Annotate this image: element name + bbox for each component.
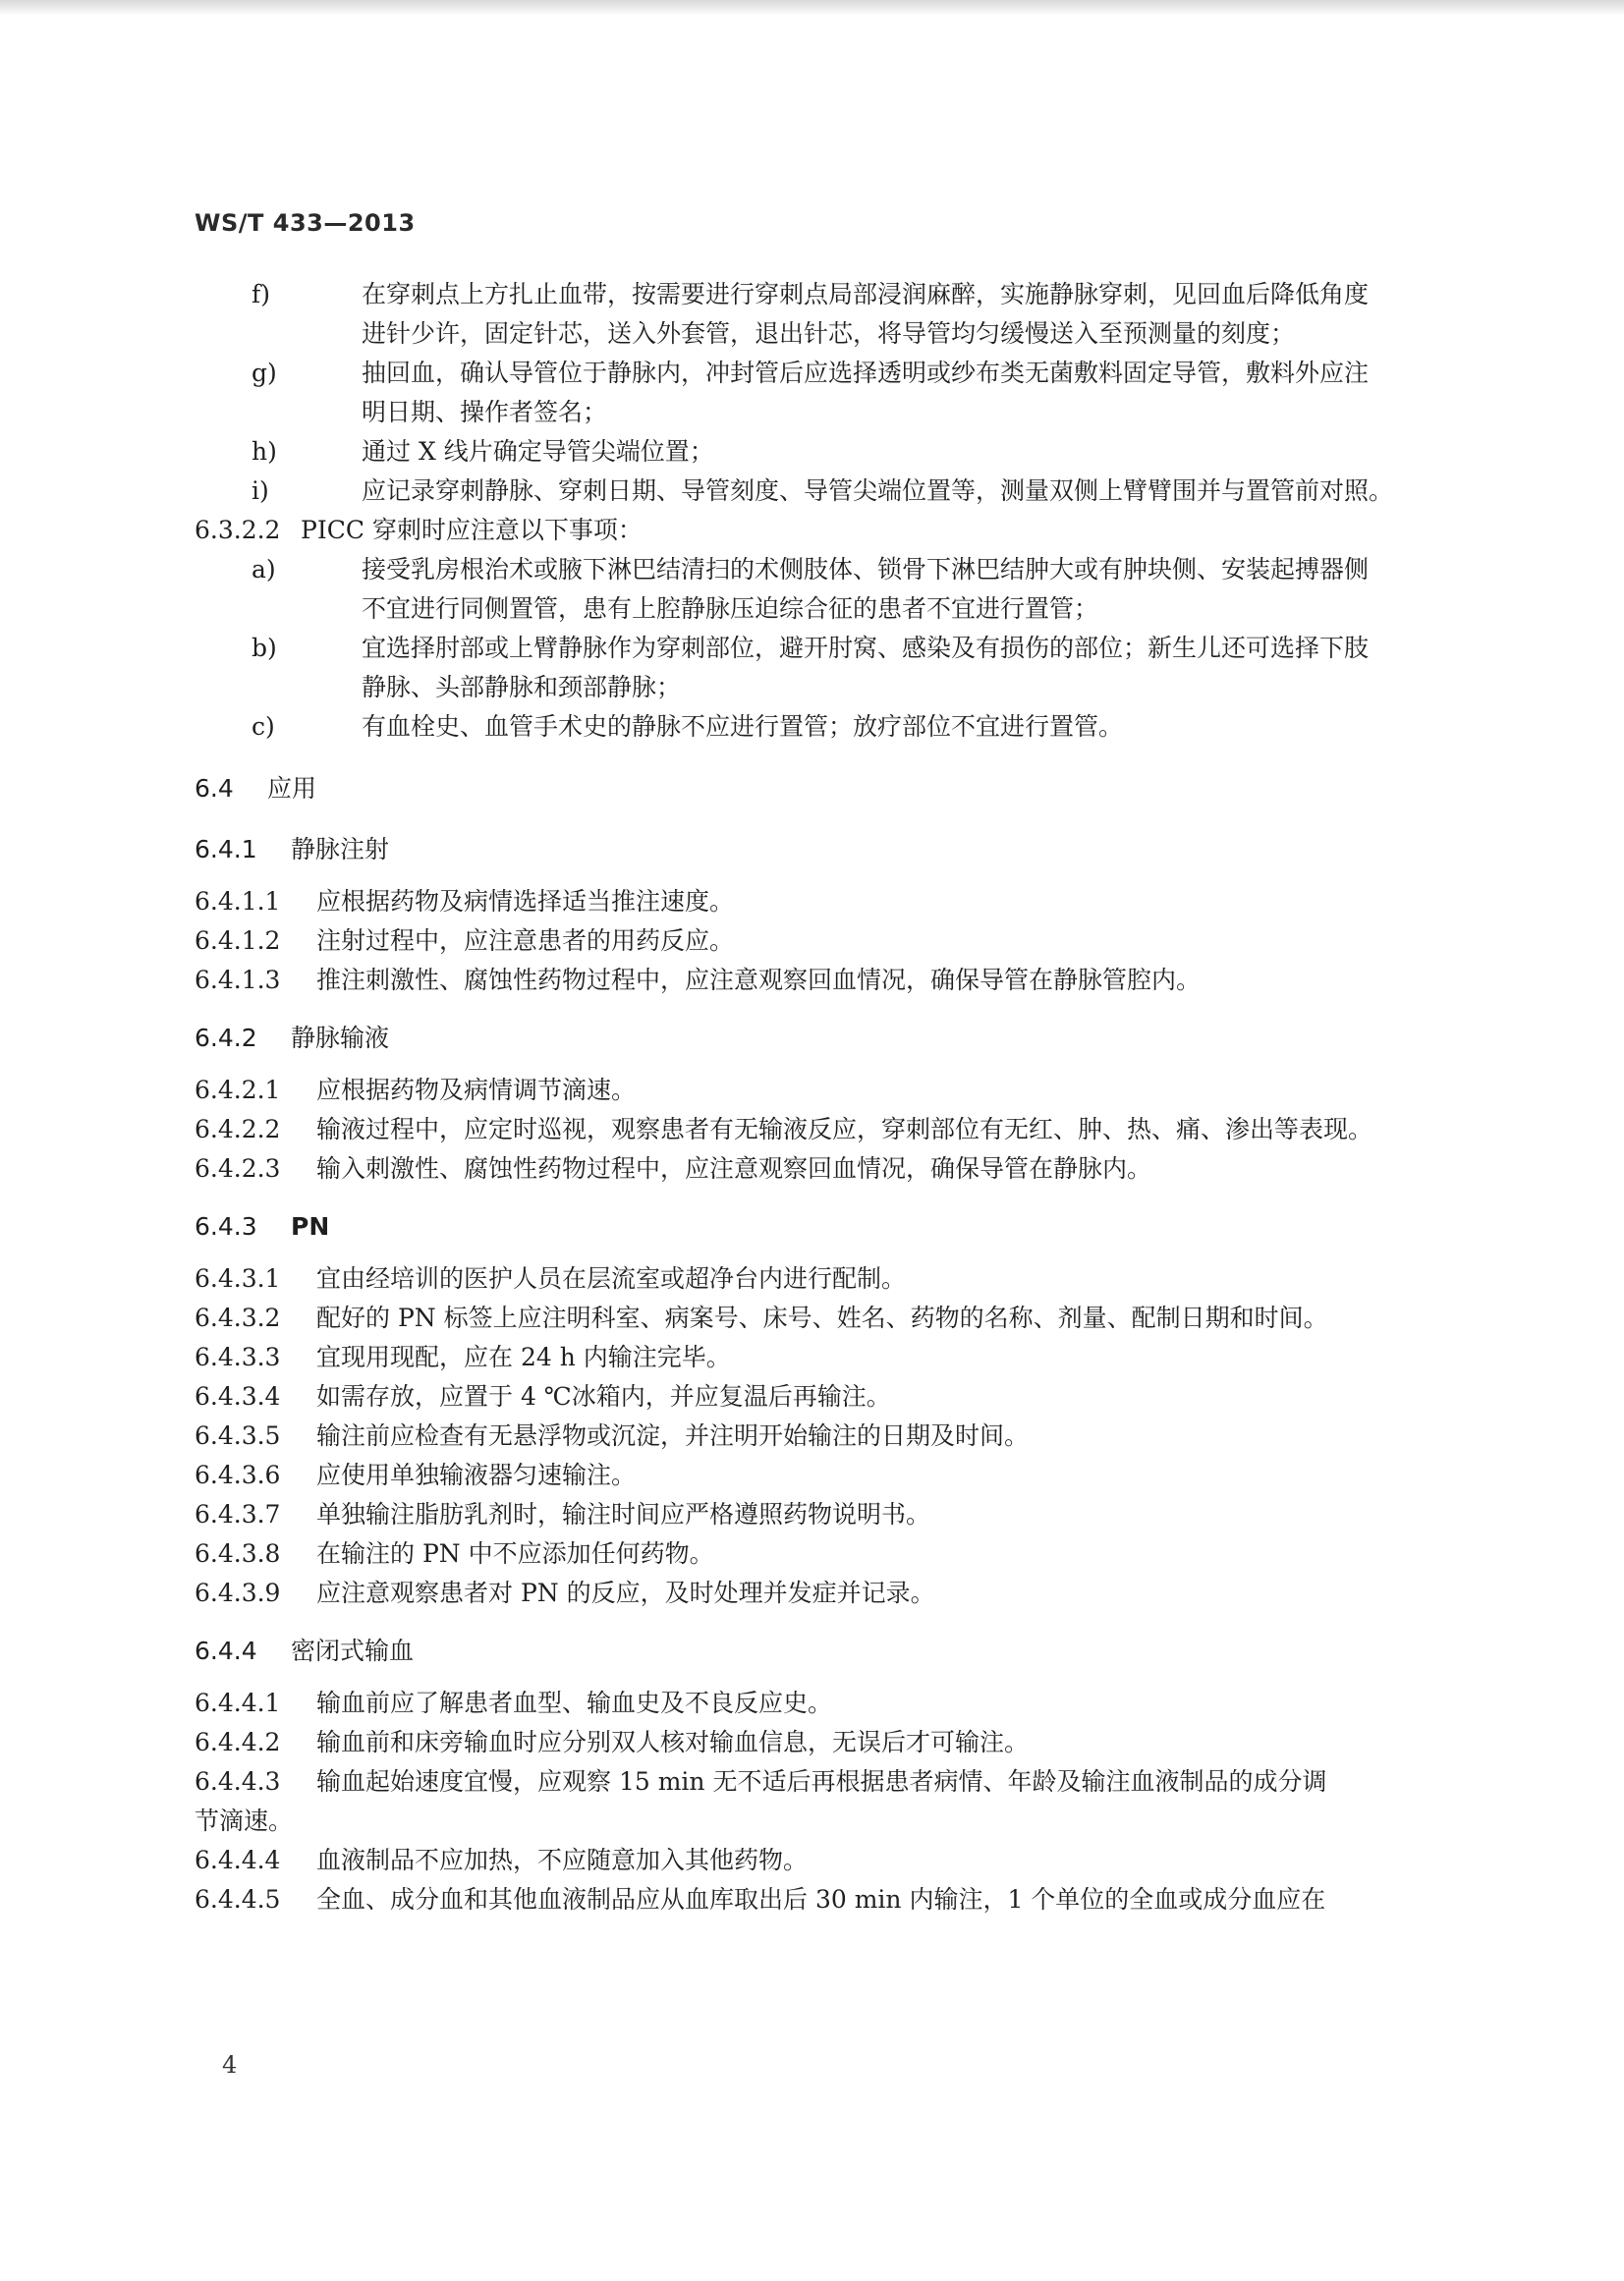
standard-code-header: WS/T 433—2013	[195, 209, 416, 237]
clause-text: 输血起始速度宜慢，应观察 15 min 无不适后再根据患者病情、年龄及输注血液制品的成分调	[316, 1767, 1327, 1796]
list-item-line: 不宜进行同侧置管，患有上腔静脉压迫综合征的患者不宜进行置管；	[362, 594, 1099, 623]
clause-text: 输入刺激性、腐蚀性药物过程中，应注意观察回血情况，确保导管在静脉内。	[316, 1154, 1152, 1183]
clause-number: 6.4.4.3	[195, 1767, 281, 1796]
clause-number: 6.4.3.4	[195, 1382, 281, 1411]
clause-row	[195, 882, 1418, 921]
clause-text: 应根据药物及病情调节滴速。	[316, 1076, 637, 1104]
clause-text: 推注刺激性、腐蚀性药物过程中，应注意观察回血情况，确保导管在静脉管腔内。	[316, 966, 1202, 994]
clause-text: 宜由经培训的医护人员在层流室或超净台内进行配制。	[316, 1264, 907, 1293]
document-body	[195, 275, 1418, 1919]
clause-number: 6.4.2.2	[195, 1115, 281, 1143]
clause-row	[195, 1574, 1418, 1613]
clause-number: 6.3.2.2	[195, 516, 281, 544]
section-heading-6-4	[195, 766, 1418, 811]
clause-number: 6.4.4.1	[195, 1689, 281, 1717]
clause-text: 宜现用现配，应在 24 h 内输注完毕。	[316, 1343, 731, 1371]
clause-6-3-2-2	[195, 511, 1418, 550]
section-title: 应用	[267, 774, 317, 803]
list-item-line: 静脉、头部静脉和颈部静脉；	[362, 673, 682, 701]
clause-text: 注射过程中，应注意患者的用药反应。	[316, 926, 735, 955]
list-marker: a)	[252, 555, 276, 584]
clause-text: 应根据药物及病情选择适当推注速度。	[316, 887, 735, 916]
clause-number: 6.4.4.2	[195, 1728, 281, 1756]
clause-number: 6.4.1.3	[195, 966, 281, 994]
list-item-line: 通过 X 线片确定导管尖端位置；	[362, 437, 714, 466]
list-marker: c)	[252, 712, 275, 741]
clause-row	[195, 1071, 1418, 1110]
list-marker: f)	[252, 280, 271, 308]
list-marker: i)	[252, 476, 269, 505]
section-title: 静脉注射	[291, 835, 390, 863]
clause-text: 节滴速。	[195, 1807, 294, 1835]
clause-text: 应使用单独输液器匀速输注。	[316, 1461, 637, 1489]
scan-edge	[0, 0, 1624, 16]
list-item	[252, 629, 1418, 707]
clause-number: 6.4.3.8	[195, 1539, 281, 1568]
list-item	[252, 275, 1418, 354]
clause-row	[195, 1534, 1418, 1574]
clause-row	[195, 1338, 1418, 1377]
list-marker: g)	[252, 359, 277, 387]
clause-row	[195, 1377, 1418, 1417]
page-number: 4	[222, 2051, 238, 2079]
section-heading-6-4-4	[195, 1629, 1418, 1674]
clause-row	[195, 1684, 1418, 1723]
clause-number: 6.4.3.5	[195, 1421, 281, 1450]
clause-row	[195, 1299, 1418, 1338]
clauses-6-4-4	[195, 1684, 1418, 1919]
clause-row	[195, 1841, 1418, 1880]
section-title: PN	[291, 1212, 330, 1241]
clauses-6-4-2	[195, 1071, 1418, 1189]
clause-row	[195, 1259, 1418, 1299]
clause-row	[195, 1456, 1418, 1495]
clause-row	[195, 961, 1418, 1000]
list-marker: h)	[252, 437, 277, 466]
clauses-6-4-1	[195, 882, 1418, 1000]
section-title: 密闭式输血	[291, 1637, 415, 1665]
clause-row	[195, 1880, 1418, 1919]
clause-text: 全血、成分血和其他血液制品应从血库取出后 30 min 内输注，1 个单位的全血或成分血应在	[316, 1885, 1326, 1914]
clause-continuation	[195, 1802, 1418, 1841]
clause-text: 配好的 PN 标签上应注明科室、病案号、床号、姓名、药物的名称、剂量、配制日期和时间。	[316, 1304, 1328, 1332]
clause-number: 6.4.1.1	[195, 887, 281, 916]
clause-row	[195, 1762, 1418, 1802]
section-number: 6.4	[195, 774, 234, 803]
list-item-line: 明日期、操作者签名；	[362, 398, 608, 426]
clause-text: PICC 穿刺时应注意以下事项：	[301, 516, 643, 544]
clause-row	[195, 1110, 1418, 1149]
list-item	[252, 432, 1418, 472]
section-heading-6-4-1	[195, 827, 1418, 872]
clause-text: 输液过程中，应定时巡视，观察患者有无输液反应，穿刺部位有无红、肿、热、痛、渗出等表现。	[316, 1115, 1373, 1143]
list-item	[252, 707, 1418, 747]
clause-text: 应注意观察患者对 PN 的反应，及时处理并发症并记录。	[316, 1579, 935, 1607]
list-f-i	[195, 275, 1418, 511]
list-item	[252, 550, 1418, 629]
clause-number: 6.4.3.1	[195, 1264, 281, 1293]
clause-text: 如需存放，应置于 4 ℃冰箱内，并应复温后再输注。	[316, 1382, 891, 1411]
clause-row	[195, 921, 1418, 961]
clause-number: 6.4.3.3	[195, 1343, 281, 1371]
clause-row	[195, 1417, 1418, 1456]
list-marker: b)	[252, 634, 277, 662]
list-item-line: 应记录穿刺静脉、穿刺日期、导管刻度、导管尖端位置等，测量双侧上臂臂围并与置管前对照。	[362, 476, 1394, 505]
list-a-c	[195, 550, 1418, 747]
clause-text: 单独输注脂肪乳剂时，输注时间应严格遵照药物说明书。	[316, 1500, 931, 1529]
list-item-line: 抽回血，确认导管位于静脉内，冲封管后应选择透明或纱布类无菌敷料固定导管，敷料外应注	[362, 359, 1370, 387]
list-item	[252, 354, 1418, 432]
clause-text: 血液制品不应加热，不应随意加入其他药物。	[316, 1846, 809, 1874]
section-number: 6.4.2	[195, 1024, 257, 1052]
clause-text: 在输注的 PN 中不应添加任何药物。	[316, 1539, 714, 1568]
clause-row	[195, 1149, 1418, 1189]
clause-number: 6.4.4.5	[195, 1885, 281, 1914]
clause-number: 6.4.3.9	[195, 1579, 281, 1607]
list-item-line: 宜选择肘部或上臂静脉作为穿刺部位，避开肘窝、感染及有损伤的部位；新生儿还可选择下肢	[362, 634, 1370, 662]
clause-text: 输血前和床旁输血时应分别双人核对输血信息，无误后才可输注。	[316, 1728, 1030, 1756]
clause-number: 6.4.1.2	[195, 926, 281, 955]
clause-number: 6.4.2.3	[195, 1154, 281, 1183]
section-number: 6.4.4	[195, 1637, 257, 1665]
clause-number: 6.4.4.4	[195, 1846, 281, 1874]
section-number: 6.4.1	[195, 835, 257, 863]
list-item-line: 有血栓史、血管手术史的静脉不应进行置管；放疗部位不宜进行置管。	[362, 712, 1124, 741]
clauses-6-4-3	[195, 1259, 1418, 1613]
section-number: 6.4.3	[195, 1212, 257, 1241]
clause-row	[195, 1495, 1418, 1534]
list-item-line: 接受乳房根治术或腋下淋巴结清扫的术侧肢体、锁骨下淋巴结肿大或有肿块侧、安装起搏器侧	[362, 555, 1370, 584]
clause-text: 输注前应检查有无悬浮物或沉淀，并注明开始输注的日期及时间。	[316, 1421, 1030, 1450]
clause-row	[195, 1723, 1418, 1762]
section-title: 静脉输液	[291, 1024, 390, 1052]
clause-number: 6.4.3.6	[195, 1461, 281, 1489]
list-item-line: 进针少许，固定针芯，送入外套管，退出针芯，将导管均匀缓慢送入至预测量的刻度；	[362, 319, 1296, 348]
section-heading-6-4-2	[195, 1016, 1418, 1061]
clause-number: 6.4.3.2	[195, 1304, 281, 1332]
clause-number: 6.4.3.7	[195, 1500, 281, 1529]
clause-text: 输血前应了解患者血型、输血史及不良反应史。	[316, 1689, 833, 1717]
clause-number: 6.4.2.1	[195, 1076, 281, 1104]
section-heading-6-4-3	[195, 1204, 1418, 1250]
list-item-line: 在穿刺点上方扎止血带，按需要进行穿刺点局部浸润麻醉，实施静脉穿刺，见回血后降低角度	[362, 280, 1370, 308]
list-item	[252, 472, 1418, 511]
